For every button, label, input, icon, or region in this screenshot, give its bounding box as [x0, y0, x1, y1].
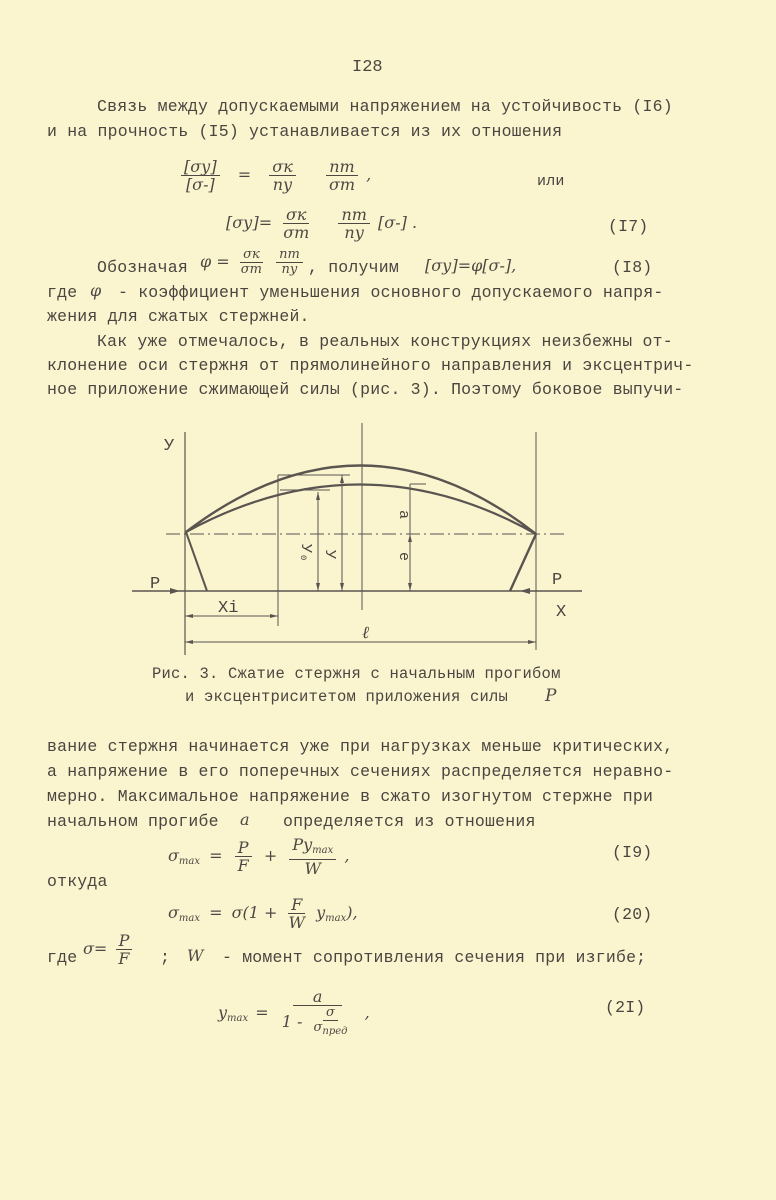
length-label: ℓ — [362, 623, 370, 643]
equation-number: (I7) — [608, 217, 649, 236]
text-line: Обозначая — [97, 258, 188, 277]
text-line: Как уже отмечалось, в реальных конструкциях неизбежны от- — [97, 332, 673, 351]
equation-number: (2I) — [605, 998, 646, 1017]
separator: ; — [160, 948, 171, 967]
outer-deflection-curve — [186, 465, 536, 534]
equation-number: (I9) — [612, 843, 653, 862]
equation-17a: $\frac{[\sigma у]}{[\sigma-]}$ = $\frac{\sigma к}{nу}$ $\frac{nт}{\sigma т}$ , — [178, 158, 371, 193]
figure-3-diagram — [100, 410, 600, 660]
figure-caption-line2: и эксцентриситетом приложения силы — [185, 688, 509, 706]
phi-symbol: φ — [90, 281, 102, 300]
w-symbol: W — [187, 946, 204, 965]
text-line: а напряжение в его поперечных сечениях распределяется неравно- — [47, 762, 674, 781]
text-line: и на прочность (I5) устанавливается из их отношения — [47, 122, 563, 141]
equation-17b: [σу]= $\frac{\sigma к}{\sigma т}$ $\frac{nт}{nу}$ [σ-] . — [226, 205, 418, 242]
equation-18-phi: φ = $\frac{\sigma к}{\sigma т}$ $\frac{nт}{nу}$ — [200, 248, 306, 277]
text-line: где — [47, 283, 78, 302]
text-line: мерно. Максимальное напряжение в сжато изогнутом стержне при — [47, 787, 654, 806]
y-label: У — [321, 550, 338, 560]
y0-label: У₀ — [297, 544, 314, 563]
text-line: жения для сжатых стержней. — [47, 307, 310, 326]
or-word: или — [537, 173, 565, 190]
xi-label: Xi — [218, 599, 239, 618]
text-line: - момент сопротивления сечения при изгибе; — [222, 948, 647, 967]
left-force-arrow — [170, 588, 180, 594]
text-line: , получим — [308, 258, 399, 277]
a-label: a — [395, 510, 412, 520]
inner-deflection-curve — [186, 484, 536, 534]
text-line: определяется из отношения — [283, 812, 536, 831]
text-line: Связь между допускаемыми напряжением на устойчивость (I6) — [97, 97, 673, 116]
page-number: I28 — [352, 58, 383, 77]
right-force-arrow — [520, 588, 530, 594]
equation-21: $y_{max}$ = a 1 - $\frac{\sigma}{\sigma_{пред}}$ , — [218, 987, 370, 1037]
y-axis-label: У — [164, 437, 175, 456]
deflection-a-symbol: a — [240, 810, 250, 829]
equation-number: (I8) — [612, 258, 653, 277]
x-axis-label: X — [556, 603, 567, 622]
sigma-definition: σ= $\frac{P}{F}$ — [83, 932, 136, 967]
equation-19: $\sigma_{max}$ = $\frac{P}{F}$ + $\frac{Py_{max}}{W}$ , — [168, 835, 350, 878]
text-line: - коэффициент уменьшения основного допускаемого напря- — [118, 283, 664, 302]
right-support — [510, 534, 536, 591]
e-label: e — [395, 552, 412, 562]
force-left-label: P — [150, 575, 161, 594]
text-line: где — [47, 948, 78, 967]
equation-number: (20) — [612, 905, 653, 924]
equation-18-rhs: [σу]=φ[σ-], — [425, 256, 517, 275]
equation-20: $\sigma_{max} = \sigma(1$ + $\frac{F}{W}$ $y_{max}$), — [168, 895, 358, 932]
text-line: ное приложение сжимающей силы (рис. 3). Поэтому боковое выпучи- — [47, 380, 684, 399]
text-line: начальном прогибе — [47, 812, 219, 831]
text-line: вание стержня начинается уже при нагрузках меньше критических, — [47, 737, 674, 756]
text-line: клонение оси стержня от прямолинейного направления и эксцентрич- — [47, 356, 694, 375]
caption-force-symbol: P — [545, 686, 557, 706]
left-support — [186, 532, 207, 591]
force-right-label: P — [552, 571, 563, 590]
figure-caption-line1: Рис. 3. Сжатие стержня с начальным прогибом — [152, 665, 561, 683]
text-line: откуда — [47, 872, 108, 891]
